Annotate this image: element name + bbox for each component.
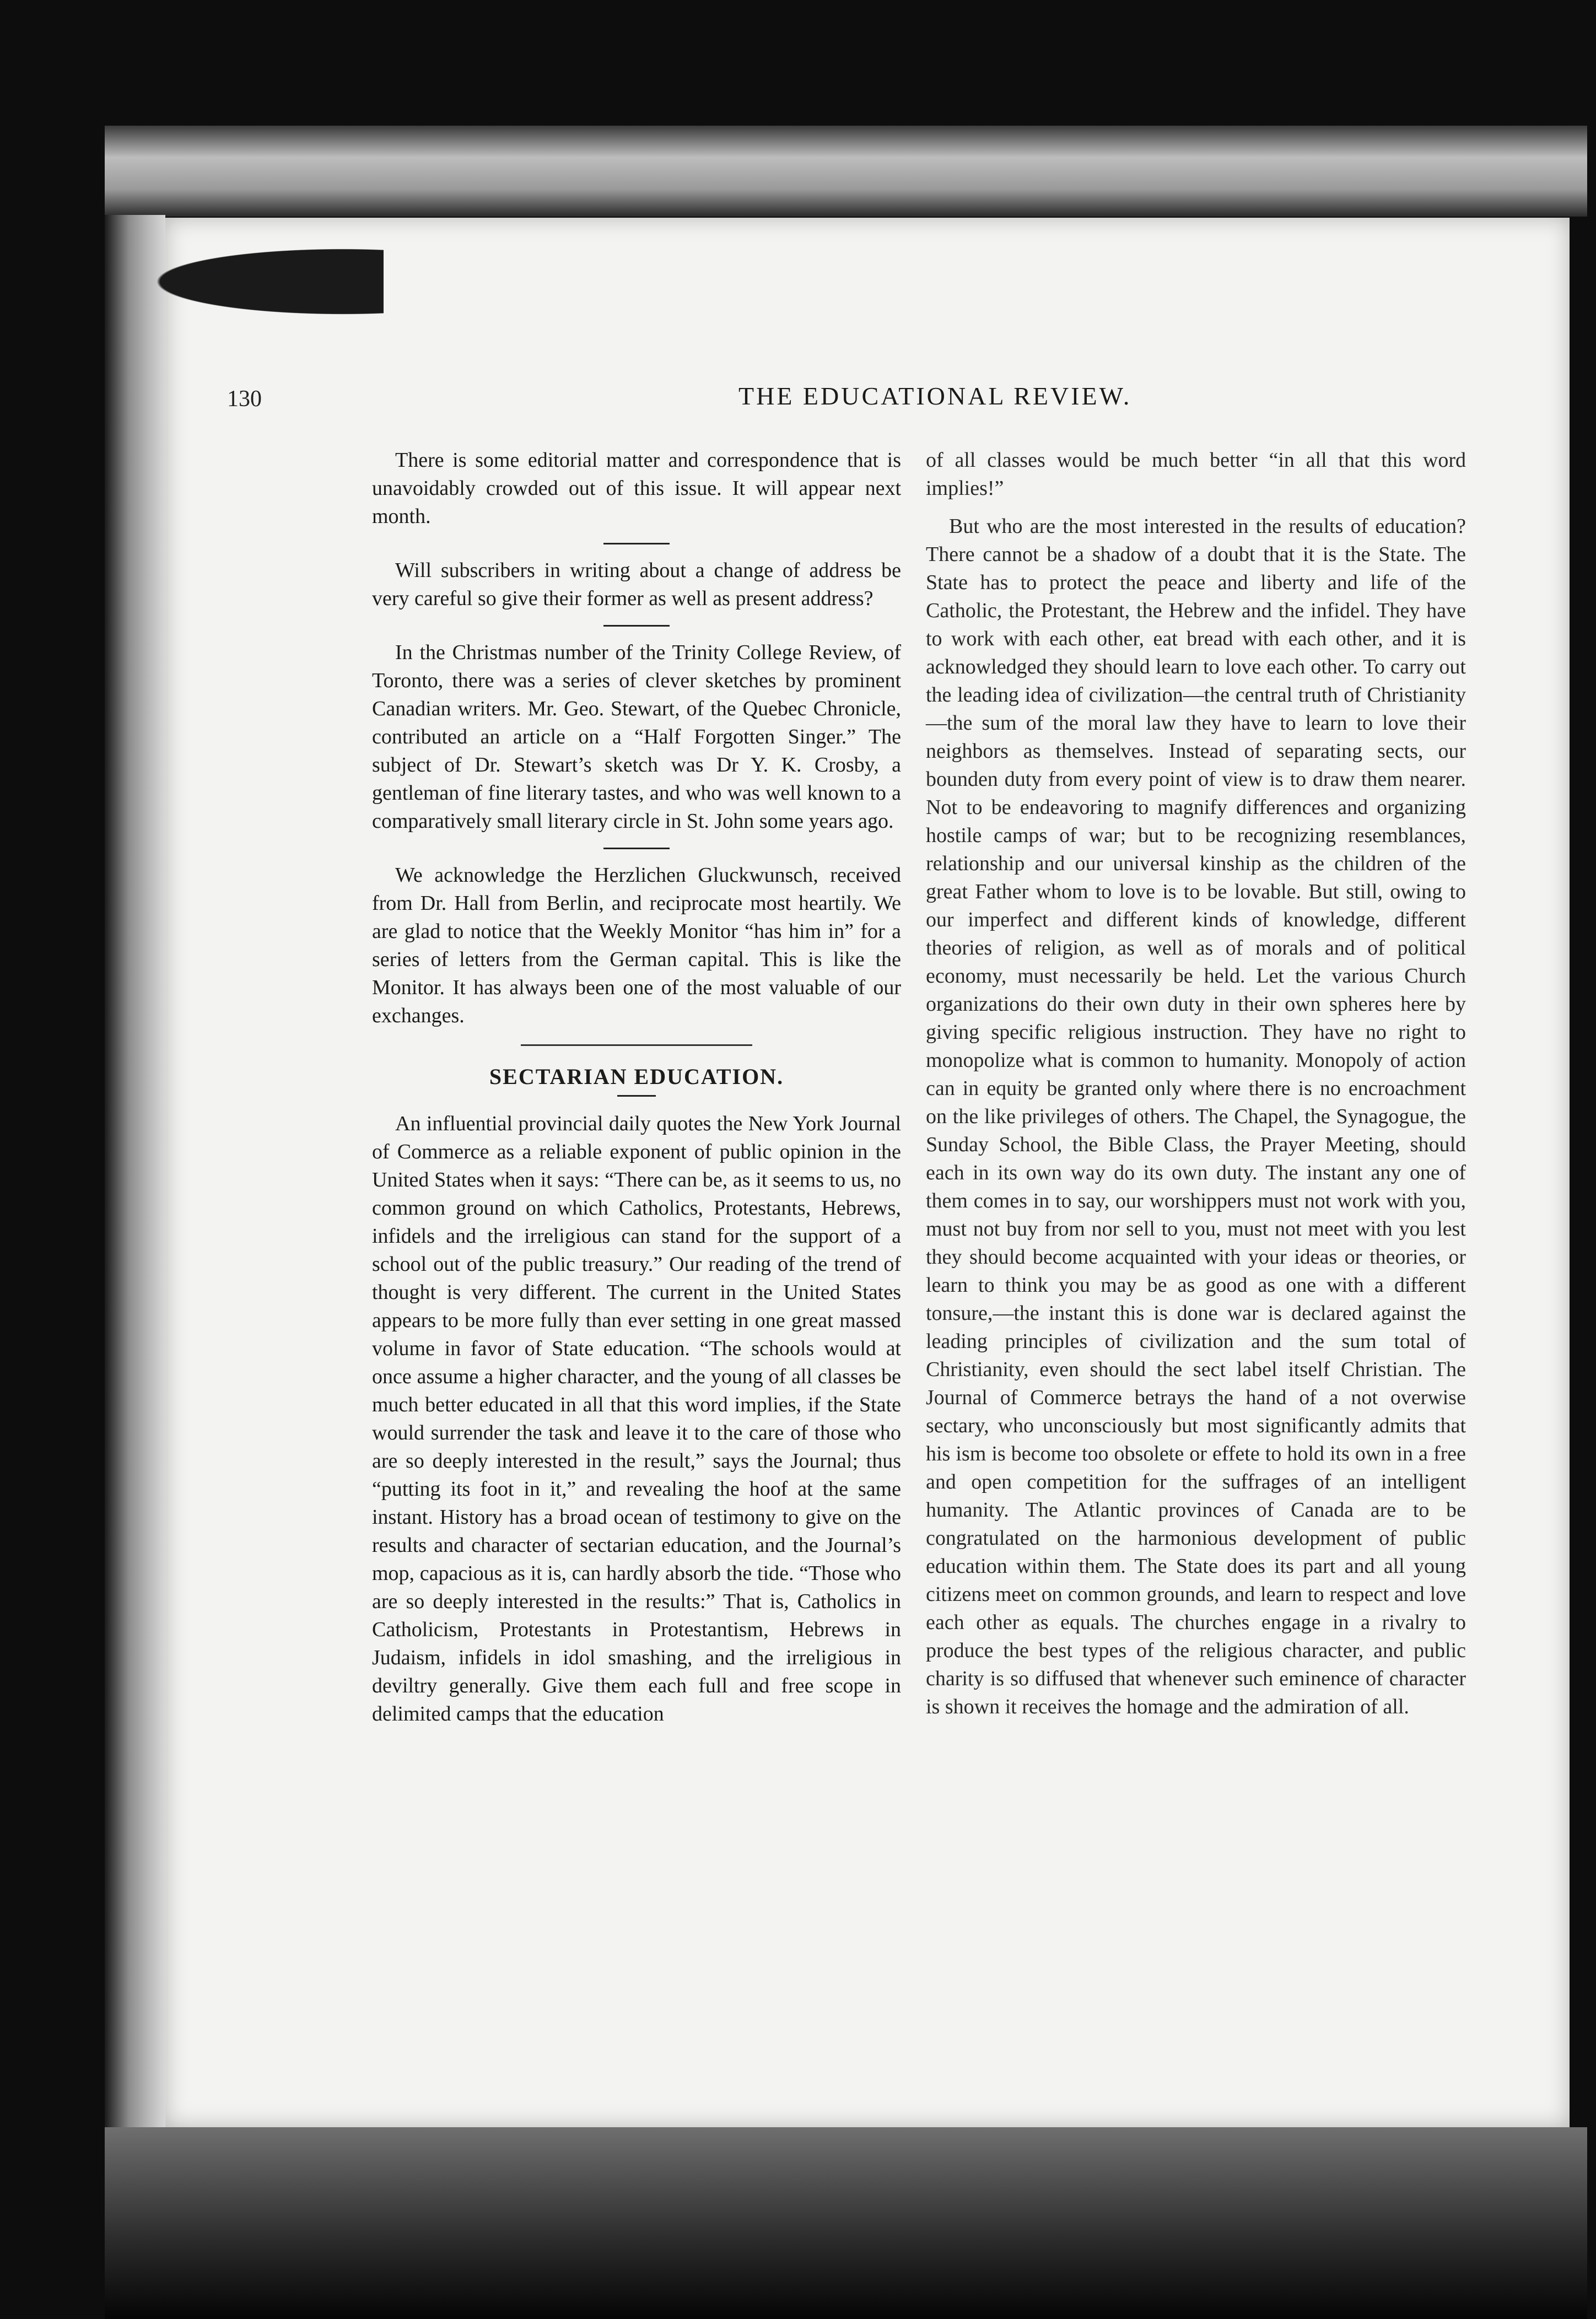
divider: [603, 625, 670, 627]
section-divider: [521, 1044, 752, 1046]
article-paragraph: An influential provincial daily quotes the New York Journal of Commerce as a reliable exponent of public opinion in the United States when it says: “There can be, as it seems to us, no common ground on which Catholics, Protestants, Hebrews, infidels and the irreligious can stand for the support of a school out of the public treasury.” Our reading of the trend of thought is very different. The current in the United States appears to be more fully than ever setting in one great massed volume in favor of State education. “The schools would at once assume a higher character, and the young of all classes be much better educated in all that this word implies, if the State would surrender the task and leave it to the care of those who are so deeply interested in the result,” says the Journal; thus “putting its foot in it,” and revealing the hoof at the same instant. History has a broad ocean of testimony to give on the results and character of sectarian education, and the Journal’s mop, capacious as it is, can hardly absorb the tide. “Those who are so deeply interested in the results:” That is, Catholics in Catholicism, Protestants in Protestantism, Hebrews in Judaism, infidels in idol smashing, and the irreligious in deviltry generally. Give them each full and free scope in delimited camps that the education: [372, 1112, 901, 1725]
editorial-notice: There is some editorial matter and correspondence that is unavoidably crowded out of this issue. It will appear next month.: [372, 449, 901, 528]
binder-clip: [108, 240, 384, 323]
running-title: THE EDUCATIONAL REVIEW.: [738, 382, 1132, 410]
bottom-scan-shadow: [105, 2127, 1587, 2319]
divider: [603, 848, 670, 849]
section-title: SECTARIAN EDUCATION.: [489, 1064, 784, 1089]
left-column: [372, 446, 901, 1738]
editorial-notice: Will subscribers in writing about a change of address be very careful so give their former as well as present address?: [372, 559, 901, 610]
article-paragraph: But who are the most interested in the results of education? There cannot be a shadow of a doubt that it is the State. The State has to protect the peace and liberty and life of the Catholic, the Protestant, the Hebrew and the infidel. They have to work with each other, eat bread with each other, and it is acknowledged they should learn to love each other. To carry out the leading idea of civilization—the central truth of Christianity—the sum of the moral law they have to learn to love their neighbors as themselves. Instead of separating sects, our bounden duty from every point of view is to draw them nearer. Not to be endeavoring to magnify differences and organizing hostile camps of war; but to be recognizing resemblances, relationship and our universal kinship as the children of the great Father whom to love is to be lovable. But still, owing to our imperfect and different kinds of knowledge, different theories of religion, as well as of morals and of political economy, must necessarily be held. Let the various Church organizations do their own duty in their own spheres here by giving specific religious instruction. They have no right to monopolize what is common to humanity. Monopoly of action can in equity be granted only where there is no encroachment on the like privileges of others. The Chapel, the Synagogue, the Sunday School, the Bible Class, the Prayer Meeting, should each in its own way do its own duty. The instant any one of them comes in to say, our worshippers must not work with you, must not buy from nor sell to you, must not meet with you lest they should become acquainted with your ideas or theories, or learn to think you may be as good as one with a different tonsure,—the instant this is done war is declared against the leading principles of civilization and the sum total of Christianity, even should the sect label itself Christian. The Journal of Commerce betrays the hand of a not overwise sectary, who unconsciously but most significantly admits that his ism is become too obsolete or effete to hold its own in a free and open competition for the suffrages of an intelligent humanity. The Atlantic provinces of Canada are to be congratulated on the harmonious development of public education within them. The State does its part and all young citizens meet on common grounds, and learn to respect and love each other as equals. The churches engage in a rivalry to produce the best types of the religious character, and public charity is so diffused that whenever such eminence of character is shown it receives the homage and the admiration of all.: [926, 515, 1466, 1718]
binding-strip: [105, 126, 1587, 217]
editorial-notice: In the Christmas number of the Trinity College Review, of Toronto, there was a series of clever sketches by prominent Canadian writers. Mr. Geo. Stewart, of the Quebec Chronicle, contributed an article on a “Half Forgotten Singer.” The subject of Dr. Stewart’s sketch was Dr Y. K. Crosby, a gentleman of fine literary tastes, and who was well known to a comparatively small literary circle in St. John some years ago.: [372, 641, 901, 833]
title-underline: [617, 1095, 656, 1097]
divider: [603, 543, 670, 544]
article-continuation: of all classes would be much better “in all that this word implies!”: [926, 449, 1466, 500]
page-gutter-shadow: [105, 215, 165, 2127]
page-number: 130: [227, 386, 262, 412]
right-column: [926, 446, 1466, 1731]
editorial-notice: We acknowledge the Herzlichen Gluckwunsch, received from Dr. Hall from Berlin, and reciprocate most heartily. We are glad to notice that the Weekly Monitor “has him in” for a series of letters from the German capital. This is like the Monitor. It has always been one of the most valuable of our exchanges.: [372, 864, 901, 1027]
